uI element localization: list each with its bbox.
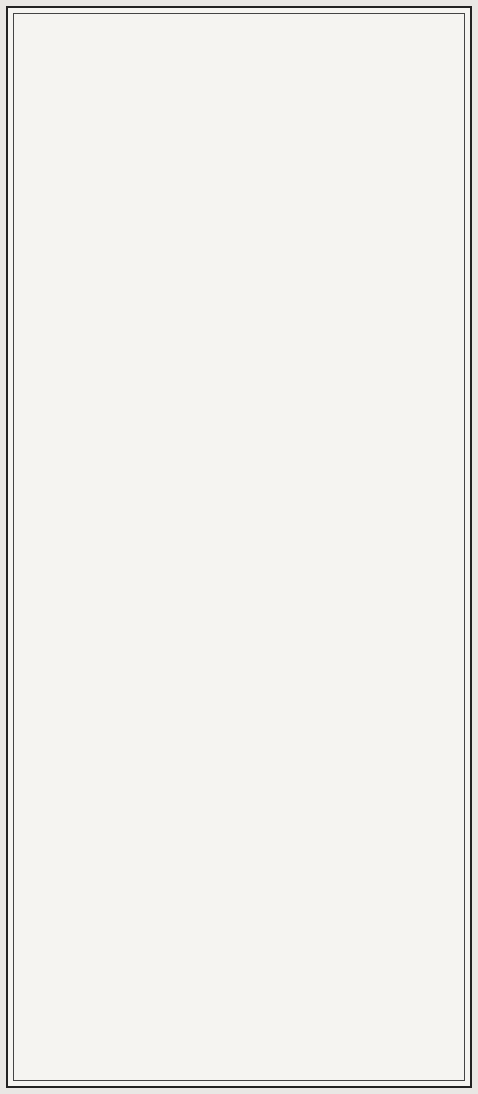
notice-line: [22, 44, 456, 62]
notice-line: [22, 198, 456, 216]
notice-line: [22, 256, 456, 274]
notice-line: [22, 789, 456, 807]
notice-line: [22, 947, 456, 965]
notice-line: [22, 334, 456, 352]
notice-line: [22, 83, 456, 101]
notice-line: [22, 372, 456, 390]
notice-line: [22, 488, 456, 506]
notice-line: [22, 141, 456, 159]
notice-line: [22, 449, 456, 467]
notice-line: [22, 507, 456, 525]
notice-line: [22, 295, 456, 313]
notice-line: [22, 391, 456, 409]
notice-line: [22, 910, 456, 928]
notice-title: [124, 20, 344, 42]
notice-line: [22, 636, 456, 654]
notice-line: [22, 527, 456, 545]
notice-line: [22, 678, 456, 696]
notice-line: [22, 655, 456, 673]
notice-line: [22, 314, 456, 332]
notice-line: [22, 63, 456, 81]
notice-line: [22, 733, 456, 751]
auction-notice: [6, 6, 472, 1088]
notice-line: [22, 430, 456, 448]
notice-line: [22, 218, 456, 236]
notice-line: [22, 879, 456, 897]
notice-line: [22, 843, 456, 861]
notice-line: [22, 469, 456, 487]
notice-line: [22, 861, 456, 879]
notice-line: [22, 179, 456, 197]
notice-line: [22, 715, 456, 733]
notice-line: [22, 411, 456, 429]
notice-line: [22, 752, 456, 770]
notice-line: [22, 102, 456, 120]
notice-line: [22, 121, 456, 139]
notice-line: [22, 276, 456, 294]
notice-line: [22, 596, 456, 614]
notice-line: [22, 160, 456, 178]
notice-line: [22, 353, 456, 371]
notice-line: [22, 770, 456, 788]
notice-line: [22, 578, 456, 596]
notice-line: [22, 807, 456, 825]
notice-line: [22, 696, 456, 714]
notice-line: [22, 618, 456, 636]
notice-line: [22, 825, 456, 843]
notice-line: [22, 546, 456, 564]
notice-line: [22, 237, 456, 255]
notice-frame: [13, 13, 465, 1081]
